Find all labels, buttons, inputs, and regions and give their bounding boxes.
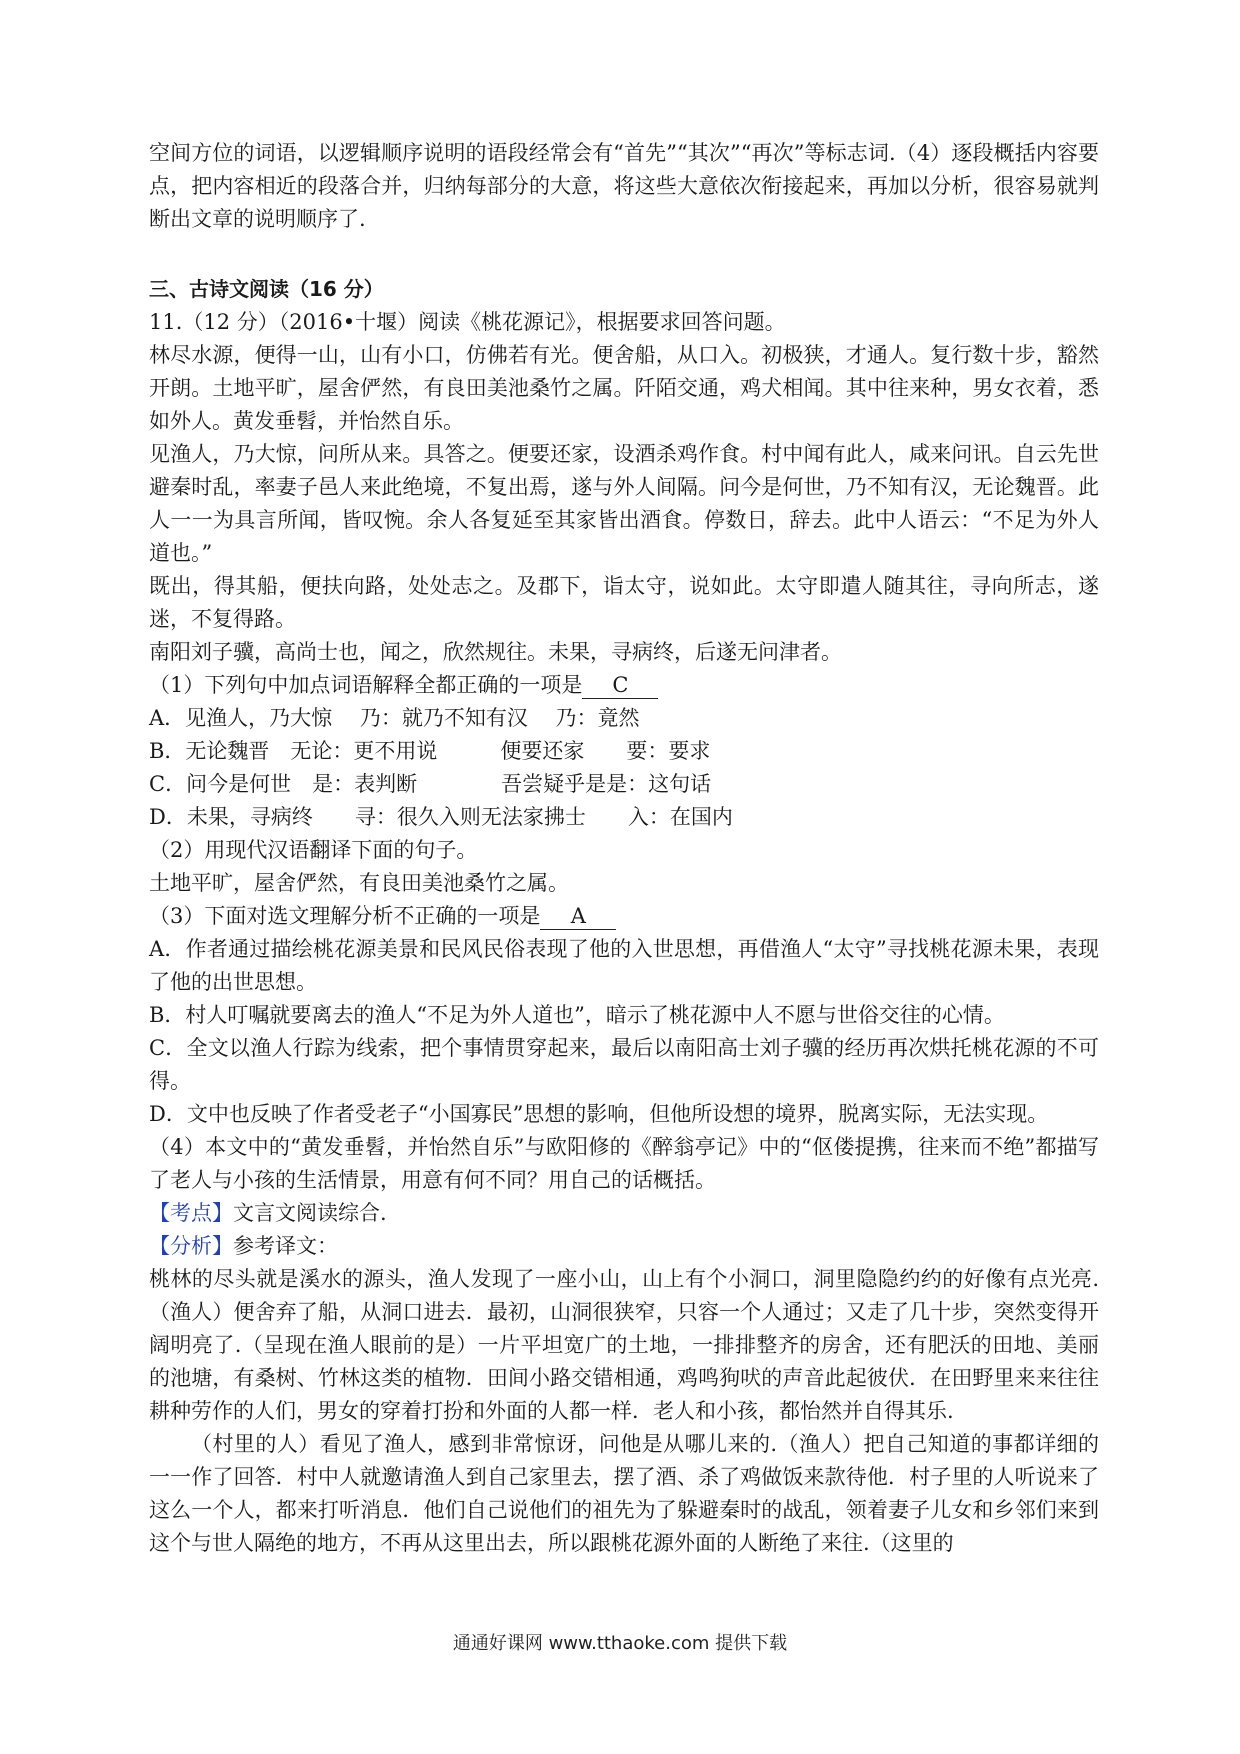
question-2-sentence: 土地平旷，屋舍俨然，有良田美池桑竹之属。 [149,871,569,895]
intro-paragraph: 空间方位的词语，以逻辑顺序说明的语段经常会有“首先”“其次”“再次”等标志词.（4）逐段概括内容要点，把内容相近的段落合并，归纳每部分的大意，将这些大意依次衔接起来，再加以分析，很容易就判断出文章的说明顺序了. [149,141,1099,231]
question-1-option: D．未果，寻病终 寻：很久入则无法家拂士 入：在国内 [149,805,733,829]
question-header: 11.（12 分）（2016•十堰）阅读《桃花源记》，根据要求回答问题。 [149,310,786,334]
passage-paragraph: 南阳刘子骥，高尚士也，闻之，欣然规往。未果，寻病终，后遂无问津者。 [149,640,842,664]
section-gap [149,236,1099,273]
translation-paragraph: 桃林的尽头就是溪水的源头，渔人发现了一座小山，山上有个小洞口，洞里隐隐约约的好像有点光亮.（渔人）便舍弃了船，从洞口进去．最初，山洞很狭窄，只容一个人通过；又走了几十步，突然变得开阔明亮了.（呈现在渔人眼前的是）一片平坦宽广的土地，一排排整齐的房舍，还有肥沃的田地、美丽的池塘，有桑树、竹林这类的植物．田间小路交错相通，鸡鸣狗吠的声音此起彼伏．在田野里来来往往耕种劳作的人们，男女的穿着打扮和外面的人都一样．老人和小孩，都怡然并自得其乐. [149,1267,1099,1423]
kaodian-line [149,1197,1099,1230]
question-2-prompt: （2）用现代汉语翻译下面的句子。 [149,838,478,862]
question-3-option: A．作者通过描绘桃花源美景和民风民俗表现了他的入世思想，再借渔人“太守”寻找桃花源未果，表现了他的出世思想。 [149,937,1099,994]
passage-paragraph: 见渔人，乃大惊，问所从来。具答之。便要还家，设酒杀鸡作食。村中闻有此人，咸来问讯。自云先世避秦时乱，率妻子邑人来此绝境，不复出焉，遂与外人间隔。问今是何世，乃不知有汉，无论魏晋。此人一一为具言所闻，皆叹惋。余人各复延至其家皆出酒食。停数日，辞去。此中人语云：“不足为外人道也。” [149,442,1099,565]
question-3-prompt: （3）下面对选文理解分析不正确的一项是 [149,904,541,928]
passage-paragraph: 林尽水源，便得一山，山有小口，仿佛若有光。便舍船，从口入。初极狭，才通人。复行数十步，豁然开朗。土地平旷，屋舍俨然，有良田美池桑竹之属。阡陌交通，鸡犬相闻。其中往来种，男女衣着，悉如外人。黄发垂髫，并怡然自乐。 [149,343,1099,433]
question-3-option: B．村人叮嘱就要离去的渔人“不足为外人道也”，暗示了桃花源中人不愿与世俗交往的心情。 [149,1003,1005,1027]
question-4-prompt: （4）本文中的“黄发垂髫，并怡然自乐”与欧阳修的《醉翁亭记》中的“伛偻提携，往来而不绝”都描写了老人与小孩的生活情景，用意有何不同？用自己的话概括。 [149,1135,1099,1192]
question-1-option: C．问今是何世 是：表判断 吾尝疑乎是是：这句话 [149,772,712,796]
question-1-answer: C [582,672,658,699]
question-1-prompt: （1）下列句中加点词语解释全都正确的一项是 [149,673,583,697]
question-3-option: C．全文以渔人行踪为线索，把个事情贯穿起来，最后以南阳高士刘子骥的经历再次烘托桃花源的不可得。 [149,1036,1099,1093]
question-1 [149,669,1099,702]
document-body [149,137,1099,1560]
question-3-answer: A [540,903,616,930]
page-footer: 通通好课网 www.tthaoke.com 提供下载 [452,1633,788,1654]
section-title: 三、古诗文阅读（16 分） [149,277,384,301]
passage-paragraph: 既出，得其船，便扶向路，处处志之。及郡下，诣太守，说如此。太守即遣人随其往，寻向所志，遂迷，不复得路。 [149,574,1099,631]
question-3-option: D．文中也反映了作者受老子“小国寡民”思想的影响，但他所设想的境界，脱离实际，无法实现。 [149,1102,1049,1126]
question-1-option: A．见渔人，乃大惊 乃：就乃不知有汉 乃：竟然 [149,706,640,730]
fenxi-text: 参考译文： [233,1234,338,1258]
question-1-option: B．无论魏晋 无论：更不用说 便要还家 要：要求 [149,739,711,763]
fenxi-tag: 【分析】 [149,1234,233,1258]
translation-paragraph: （村里的人）看见了渔人，感到非常惊讶，问他是从哪儿来的.（渔人）把自己知道的事都详细的一一作了回答．村中人就邀请渔人到自己家里去，摆了酒、杀了鸡做饭来款待他．村子里的人听说来了这么一个人，都来打听消息．他们自己说他们的祖先为了躲避秦时的战乱，领着妻子儿女和乡邻们来到这个与世人隔绝的地方，不再从这里出去，所以跟桃花源外面的人断绝了来往.（这里的 [149,1432,1099,1555]
kaodian-text: 文言文阅读综合. [233,1201,387,1225]
fenxi-line [149,1230,1099,1263]
question-3 [149,900,1099,933]
kaodian-tag: 【考点】 [149,1201,233,1225]
